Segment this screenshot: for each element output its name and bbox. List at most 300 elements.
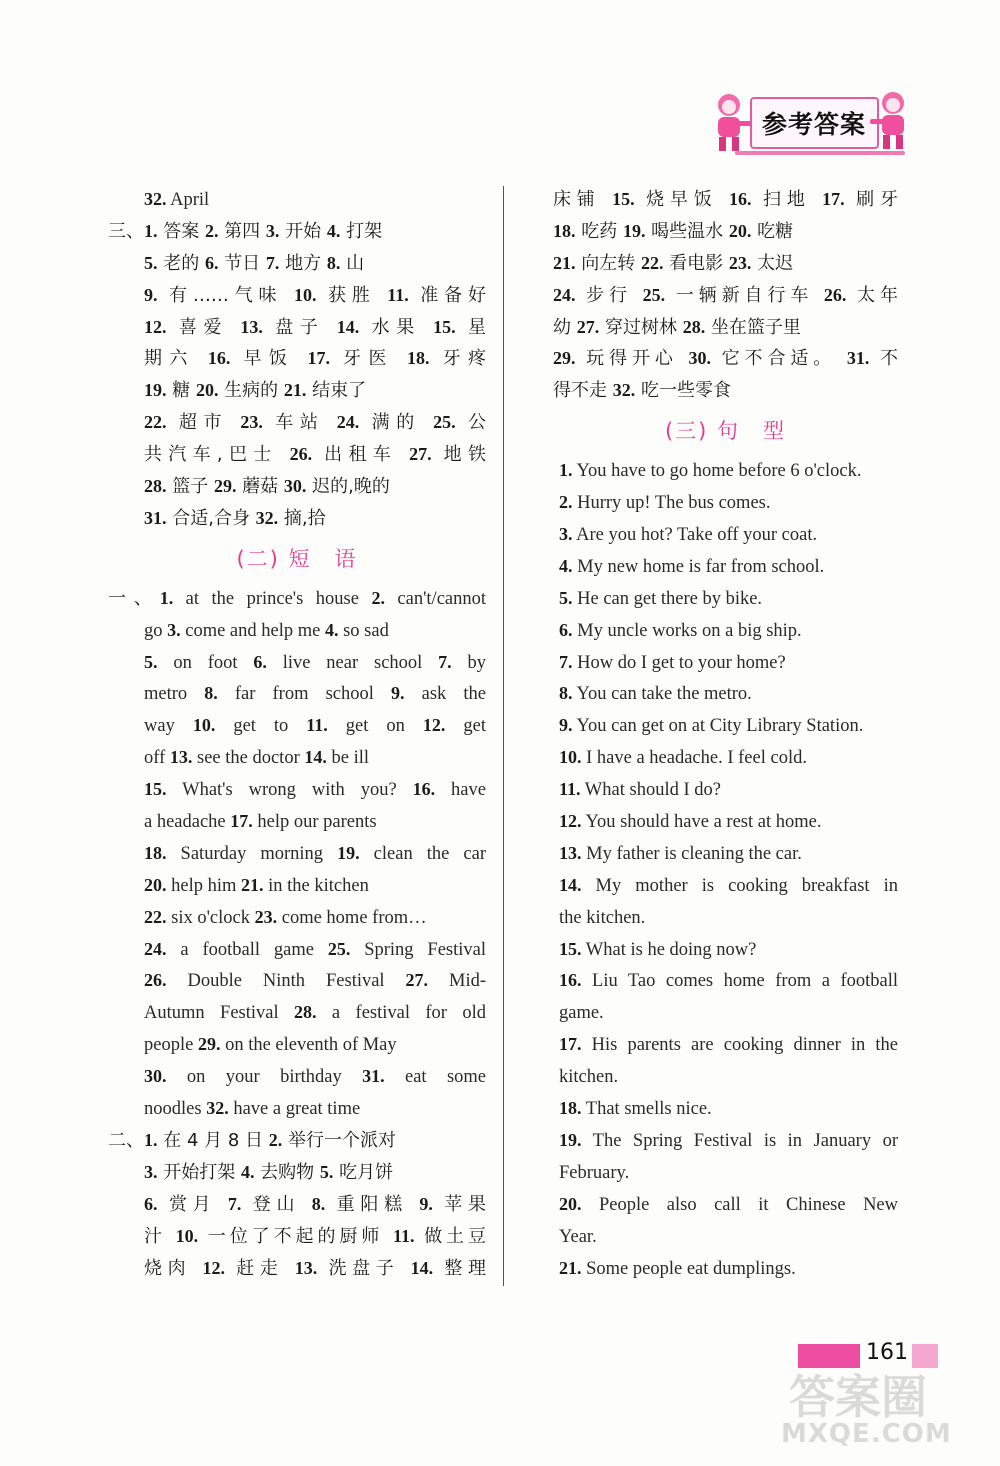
answer-text: 公 — [455, 412, 487, 434]
item-number: 16. — [559, 970, 582, 991]
answer-key-badge — [700, 85, 915, 160]
item-number: 22. — [144, 412, 167, 433]
answer-line — [553, 615, 898, 647]
answer-text: 答案 — [157, 220, 205, 242]
answer-text: Some people eat dumplings. — [581, 1258, 796, 1279]
answer-text: six o'clock — [166, 907, 255, 928]
answer-text: 开始 — [279, 220, 327, 242]
answer-text: by — [451, 652, 486, 673]
answer-text: 登山 — [241, 1193, 312, 1215]
answer-text: Double Ninth Festival — [166, 971, 406, 992]
badge-title: 参考答案 — [762, 110, 867, 139]
answer-text: 牙医 — [329, 348, 407, 370]
item-number: 11. — [306, 715, 328, 736]
item-number: 13. — [240, 316, 263, 337]
item-number: 24. — [144, 938, 167, 959]
answer-line — [108, 934, 486, 966]
badge-frame — [750, 97, 879, 149]
answer-line — [108, 742, 486, 774]
item-number: 4. — [324, 619, 339, 640]
answer-text: 玩得开心 — [575, 348, 689, 370]
item-number: 13. — [559, 842, 582, 863]
item-number: 22. — [640, 252, 664, 273]
watermark-logo-text: 答案圈 — [789, 1370, 927, 1424]
item-number: 23. — [240, 412, 263, 433]
answer-line — [108, 1029, 486, 1061]
item-number: 2. — [268, 1129, 283, 1150]
answer-text: Hurry up! The bus comes. — [572, 493, 771, 514]
item-number: 27. — [576, 316, 600, 337]
item-number: 16. — [207, 348, 231, 369]
answer-line — [108, 248, 486, 280]
answer-text: 篮子 — [166, 476, 214, 498]
item-number: 26. — [823, 284, 847, 305]
item-number: 1. — [144, 1129, 158, 1150]
item-number: 17. — [559, 1034, 582, 1055]
answer-text: 星 — [455, 316, 487, 338]
item-number: 4. — [559, 555, 573, 576]
answer-text: have a great time — [228, 1099, 361, 1120]
answer-text: go — [144, 620, 168, 641]
item-number: 28. — [294, 1002, 317, 1023]
answer-text: on foot — [157, 652, 254, 673]
section-title: (三) 句 型 — [664, 419, 787, 444]
section-title: (二) 短 语 — [236, 546, 358, 571]
item-number: 29. — [213, 476, 237, 497]
answer-text: 赶走 — [224, 1257, 295, 1279]
answer-text: 地铁 — [431, 444, 486, 466]
answer-text: 太迟 — [751, 252, 794, 274]
answer-line — [553, 583, 898, 615]
item-number: 11. — [559, 779, 581, 800]
answer-text: 幼 — [553, 316, 577, 338]
item-number: 2. — [371, 587, 385, 608]
item-number: 7. — [227, 1193, 242, 1214]
answer-line — [108, 1061, 486, 1093]
answer-text: at the prince's house — [173, 588, 372, 609]
item-number: 30. — [283, 476, 307, 497]
item-number: 18. — [144, 842, 167, 863]
answer-line — [553, 216, 898, 248]
answer-line — [553, 312, 898, 344]
answer-text: 有……气味 — [157, 284, 294, 306]
item-number: 1. — [559, 460, 573, 481]
item-number: 29. — [197, 1034, 221, 1055]
answer-text: 汁 — [144, 1225, 176, 1247]
item-number: 16. — [412, 779, 436, 800]
item-number: 17. — [822, 189, 845, 209]
answer-text: 蘑菇 — [236, 476, 284, 498]
answer-text: be ill — [326, 748, 370, 769]
answer-text: My father is cleaning the car. — [581, 843, 802, 864]
item-number: 8. — [204, 683, 218, 704]
answer-line — [108, 184, 486, 216]
item-number: 3. — [559, 524, 573, 545]
answer-line — [553, 1061, 898, 1093]
answer-text: The Spring Festival is in January or — [581, 1130, 898, 1151]
answer-text: 苹果 — [432, 1193, 486, 1215]
item-number: 6. — [253, 651, 267, 672]
answer-text: clean the car — [359, 843, 486, 864]
item-number: 12. — [422, 715, 446, 736]
answer-line — [108, 312, 486, 344]
answer-text: 超市 — [166, 412, 241, 434]
answer-text: You should have a rest at home. — [581, 812, 822, 833]
item-number: 3. — [167, 619, 181, 640]
item-number: 14. — [559, 874, 582, 895]
answer-text: Saturday morning — [166, 843, 338, 864]
answer-text: 重阳糕 — [325, 1193, 420, 1215]
item-number: 19. — [622, 220, 646, 241]
answer-text: 看电影 — [663, 252, 729, 274]
item-number: 8. — [559, 683, 573, 704]
item-number: 27. — [405, 970, 429, 991]
item-number: 21. — [241, 874, 264, 895]
answer-text: eat some — [384, 1067, 486, 1088]
answer-line — [553, 838, 898, 870]
item-number: 10. — [293, 284, 317, 305]
page-number: 161 — [866, 1340, 908, 1365]
item-number: 7. — [265, 252, 280, 273]
answer-text: How do I get to your home? — [572, 652, 786, 673]
answer-text: get on — [327, 716, 423, 737]
answer-line — [108, 774, 486, 806]
answer-text: people — [144, 1035, 198, 1056]
item-number: 11. — [392, 1225, 415, 1246]
item-number: 13. — [294, 1257, 318, 1278]
answer-text: far from school — [217, 684, 392, 705]
answer-text: 山 — [340, 252, 365, 274]
item-number: 8. — [311, 1193, 326, 1214]
answer-text: 迟的,晚的 — [306, 476, 390, 498]
answer-text: 吃月饼 — [333, 1161, 394, 1183]
item-number: 30. — [688, 348, 711, 369]
item-number: 24. — [553, 284, 576, 305]
answer-line — [553, 375, 898, 407]
item-number: 26. — [144, 970, 167, 991]
answer-line — [108, 471, 486, 503]
item-number: 11. — [387, 284, 409, 305]
answer-text: Liu Tao comes home from a football — [581, 971, 898, 992]
answer-text: 准备好 — [408, 284, 486, 306]
item-number: 6. — [144, 1193, 158, 1214]
item-number: 10. — [559, 747, 582, 768]
item-number: 32. — [206, 1098, 229, 1119]
answer-text: That smells nice. — [581, 1099, 712, 1120]
answer-text: 结束了 — [306, 380, 367, 402]
answer-text: He can get there by bike. — [572, 588, 763, 609]
answer-text: a football game — [166, 939, 328, 960]
answer-text: 开始打架 — [157, 1161, 241, 1183]
answer-text: the kitchen. — [559, 907, 646, 928]
answer-line — [553, 1253, 898, 1285]
answer-line — [108, 870, 486, 902]
item-number: 2. — [559, 492, 573, 513]
badge-underline — [735, 151, 905, 155]
item-number: 3. — [144, 1161, 158, 1182]
watermark-url: MXQE.COM — [781, 1419, 952, 1449]
answer-text: 出租车 — [312, 444, 410, 466]
item-number: 17. — [230, 811, 253, 832]
answer-text: 糖 — [166, 380, 196, 402]
answer-line — [108, 710, 486, 742]
item-number: 3. — [265, 220, 280, 241]
answer-text: a festival for old — [316, 1003, 486, 1024]
item-number: 4. — [240, 1161, 255, 1182]
answer-text: 洗盘子 — [317, 1257, 411, 1279]
item-number: 16. — [729, 189, 752, 209]
answer-line — [553, 710, 898, 742]
answer-text: 牙疼 — [429, 348, 486, 370]
answer-text: 期六 — [144, 348, 208, 370]
answer-text: kitchen. — [559, 1067, 619, 1088]
answer-text: ask the — [404, 684, 487, 705]
answer-line — [108, 503, 486, 535]
item-number: 21. — [559, 1257, 582, 1278]
answer-text: 吃药 — [575, 220, 623, 242]
answer-text: You can get on at City Library Station. — [572, 716, 864, 737]
item-number: 10. — [192, 715, 216, 736]
answer-line — [553, 248, 898, 280]
answer-text: February. — [559, 1162, 630, 1183]
answer-text: 车站 — [262, 412, 337, 434]
answer-line — [108, 280, 486, 312]
answer-text: 它不合适。 — [710, 348, 847, 370]
answer-text: 吃糖 — [751, 220, 794, 242]
answer-line — [108, 806, 486, 838]
answer-text: 摘,拾 — [278, 507, 326, 529]
answer-line — [553, 1125, 898, 1157]
item-number: 1. — [159, 587, 174, 608]
item-number: 26. — [289, 444, 313, 465]
answer-line — [108, 1221, 486, 1253]
answer-text: 太年 — [846, 284, 898, 306]
answer-text: 二、 — [108, 1129, 144, 1151]
answer-text: 吃一些零食 — [635, 380, 731, 402]
answer-text: 一、 — [108, 587, 160, 609]
answer-text: 合适,合身 — [166, 507, 256, 529]
answer-text: 打架 — [340, 220, 383, 242]
item-number: 19. — [144, 380, 167, 401]
item-number: 5. — [319, 1161, 334, 1182]
answer-text: You have to go home before 6 o'clock. — [572, 461, 862, 482]
item-number: 6. — [559, 619, 573, 640]
answer-text: What is he doing now? — [581, 939, 757, 960]
answer-line — [553, 1189, 898, 1221]
answer-text: metro — [144, 684, 205, 705]
answer-text: 向左转 — [575, 252, 641, 274]
answer-line — [108, 997, 486, 1029]
item-number: 14. — [304, 747, 327, 768]
item-number: 18. — [559, 1098, 582, 1119]
answer-text: Mid- — [428, 971, 487, 992]
answer-text: Are you hot? Take off your coat. — [572, 525, 818, 546]
answer-line — [553, 280, 898, 312]
item-number: 14. — [410, 1257, 434, 1278]
answer-text: see the doctor — [192, 748, 305, 769]
item-number: 10. — [175, 1225, 199, 1246]
item-number: 32. — [612, 380, 636, 401]
answer-text: so sad — [338, 620, 389, 641]
answer-text: His parents are cooking dinner in the — [581, 1035, 898, 1056]
item-number: 15. — [433, 316, 456, 337]
answer-text: 烧早饭 — [634, 189, 730, 210]
answer-text: help our parents — [252, 812, 377, 833]
answer-text: 在 4 月 8 日 — [157, 1129, 269, 1151]
answer-text: live near school — [266, 652, 439, 673]
answer-text: way — [144, 716, 193, 737]
answer-line — [553, 902, 898, 934]
item-number: 7. — [559, 651, 573, 672]
answer-line — [553, 1029, 898, 1061]
answer-text: 满的 — [359, 412, 434, 434]
answer-text: 刷牙 — [844, 189, 898, 210]
right-answer-column — [553, 184, 898, 1284]
answer-line — [108, 647, 486, 679]
answer-text: a headache — [144, 812, 231, 833]
item-number: 32. — [255, 507, 279, 528]
answer-text: 节日 — [218, 252, 266, 274]
answer-line — [108, 678, 486, 710]
answer-text: come home from… — [277, 907, 427, 928]
answer-text: 做土豆 — [414, 1225, 486, 1247]
answer-line — [553, 487, 898, 519]
item-number: 8. — [326, 252, 341, 273]
item-number: 31. — [362, 1066, 385, 1087]
answer-line — [553, 997, 898, 1029]
answer-line — [108, 1093, 486, 1125]
item-number: 14. — [336, 316, 360, 337]
answer-line — [108, 407, 486, 439]
answer-text: 三、 — [108, 220, 144, 242]
answer-text: come and help me — [180, 620, 325, 641]
item-number: 15. — [612, 189, 635, 209]
item-number: 12. — [144, 316, 167, 337]
item-number: 21. — [283, 380, 307, 401]
answer-line — [553, 806, 898, 838]
item-number: 21. — [553, 252, 576, 273]
item-number: 19. — [559, 1129, 582, 1150]
answer-text: 得不走 — [553, 380, 613, 402]
answer-line — [553, 343, 898, 375]
answer-line — [553, 965, 898, 997]
answer-line — [553, 551, 898, 583]
item-number: 22. — [144, 906, 167, 927]
answer-text: 盘子 — [262, 316, 337, 338]
answer-line — [108, 1253, 486, 1285]
answer-text: noodles — [144, 1099, 207, 1120]
answer-line — [108, 965, 486, 997]
answer-line — [108, 1189, 486, 1221]
cartoon-kid-right-icon — [870, 89, 916, 151]
answer-text: off — [144, 748, 170, 769]
cartoon-kid-left-icon — [706, 91, 752, 153]
answer-text: My uncle works on a big ship. — [572, 620, 802, 641]
answer-text: 扫地 — [751, 189, 823, 210]
answer-text: on your birthday — [166, 1067, 363, 1088]
item-number: 2. — [204, 220, 219, 241]
answer-text: April — [166, 190, 210, 210]
answer-line — [108, 902, 486, 934]
left-answer-column — [108, 184, 486, 1284]
item-number: 9. — [559, 715, 573, 736]
item-number: 9. — [419, 1193, 433, 1214]
answer-text: 去购物 — [254, 1161, 320, 1183]
answer-line — [108, 1125, 486, 1157]
answer-text: 水果 — [359, 316, 434, 338]
answer-text: My new home is far from school. — [572, 556, 825, 577]
item-number: 15. — [144, 779, 167, 800]
item-number: 23. — [728, 252, 752, 273]
item-number: 4. — [326, 220, 341, 241]
answer-line — [553, 184, 898, 216]
answer-line — [553, 519, 898, 551]
answer-line — [108, 439, 486, 471]
answer-text: Year. — [559, 1226, 597, 1247]
answer-text: 一辆新自行车 — [665, 284, 824, 306]
answer-line — [553, 455, 898, 487]
item-number: 32. — [144, 189, 167, 209]
answer-text: 床铺 — [553, 189, 613, 210]
answer-text: Spring Festival — [350, 939, 486, 960]
answer-text: 生病的 — [218, 380, 284, 402]
item-number: 31. — [846, 348, 870, 369]
answer-text: 赏月 — [157, 1193, 228, 1215]
answer-line — [553, 934, 898, 966]
answer-line — [553, 1157, 898, 1189]
item-number: 12. — [202, 1257, 225, 1278]
answer-line — [553, 1221, 898, 1253]
item-number: 25. — [327, 938, 351, 959]
answer-text: 穿过树林 — [599, 316, 683, 338]
column-divider — [503, 186, 504, 1286]
answer-text: 整理 — [433, 1257, 486, 1279]
item-number: 12. — [559, 811, 582, 832]
answer-line — [108, 838, 486, 870]
item-number: 9. — [144, 284, 158, 305]
answer-line — [108, 1157, 486, 1189]
answer-text: My mother is cooking breakfast in — [581, 875, 898, 896]
answer-text: What's wrong with you? — [166, 780, 413, 801]
item-number: 15. — [559, 938, 582, 959]
answer-text: get — [445, 716, 486, 737]
answer-text: 早饭 — [230, 348, 308, 370]
item-number: 18. — [553, 220, 576, 241]
answer-line — [553, 742, 898, 774]
answer-line — [553, 774, 898, 806]
answer-text: Autumn Festival — [144, 1003, 295, 1024]
item-number: 17. — [307, 348, 330, 369]
answer-text: I have a headache. I feel cold. — [581, 748, 807, 769]
answer-text: 获胜 — [316, 284, 388, 306]
answer-text: can't/cannot — [384, 588, 487, 609]
answer-text: 不 — [869, 348, 898, 370]
answer-line — [108, 375, 486, 407]
answer-line — [108, 615, 486, 647]
item-number: 23. — [254, 906, 278, 927]
item-number: 27. — [409, 444, 432, 465]
item-number: 19. — [337, 842, 360, 863]
answer-text: 举行一个派对 — [282, 1129, 396, 1151]
item-number: 30. — [144, 1066, 167, 1087]
item-number: 25. — [642, 284, 666, 305]
answer-line — [553, 1093, 898, 1125]
answer-text: You can take the metro. — [572, 684, 752, 705]
answer-text: 烧肉 — [144, 1257, 203, 1279]
item-number: 28. — [144, 476, 167, 497]
item-number: 28. — [682, 316, 706, 337]
answer-line — [108, 583, 486, 615]
